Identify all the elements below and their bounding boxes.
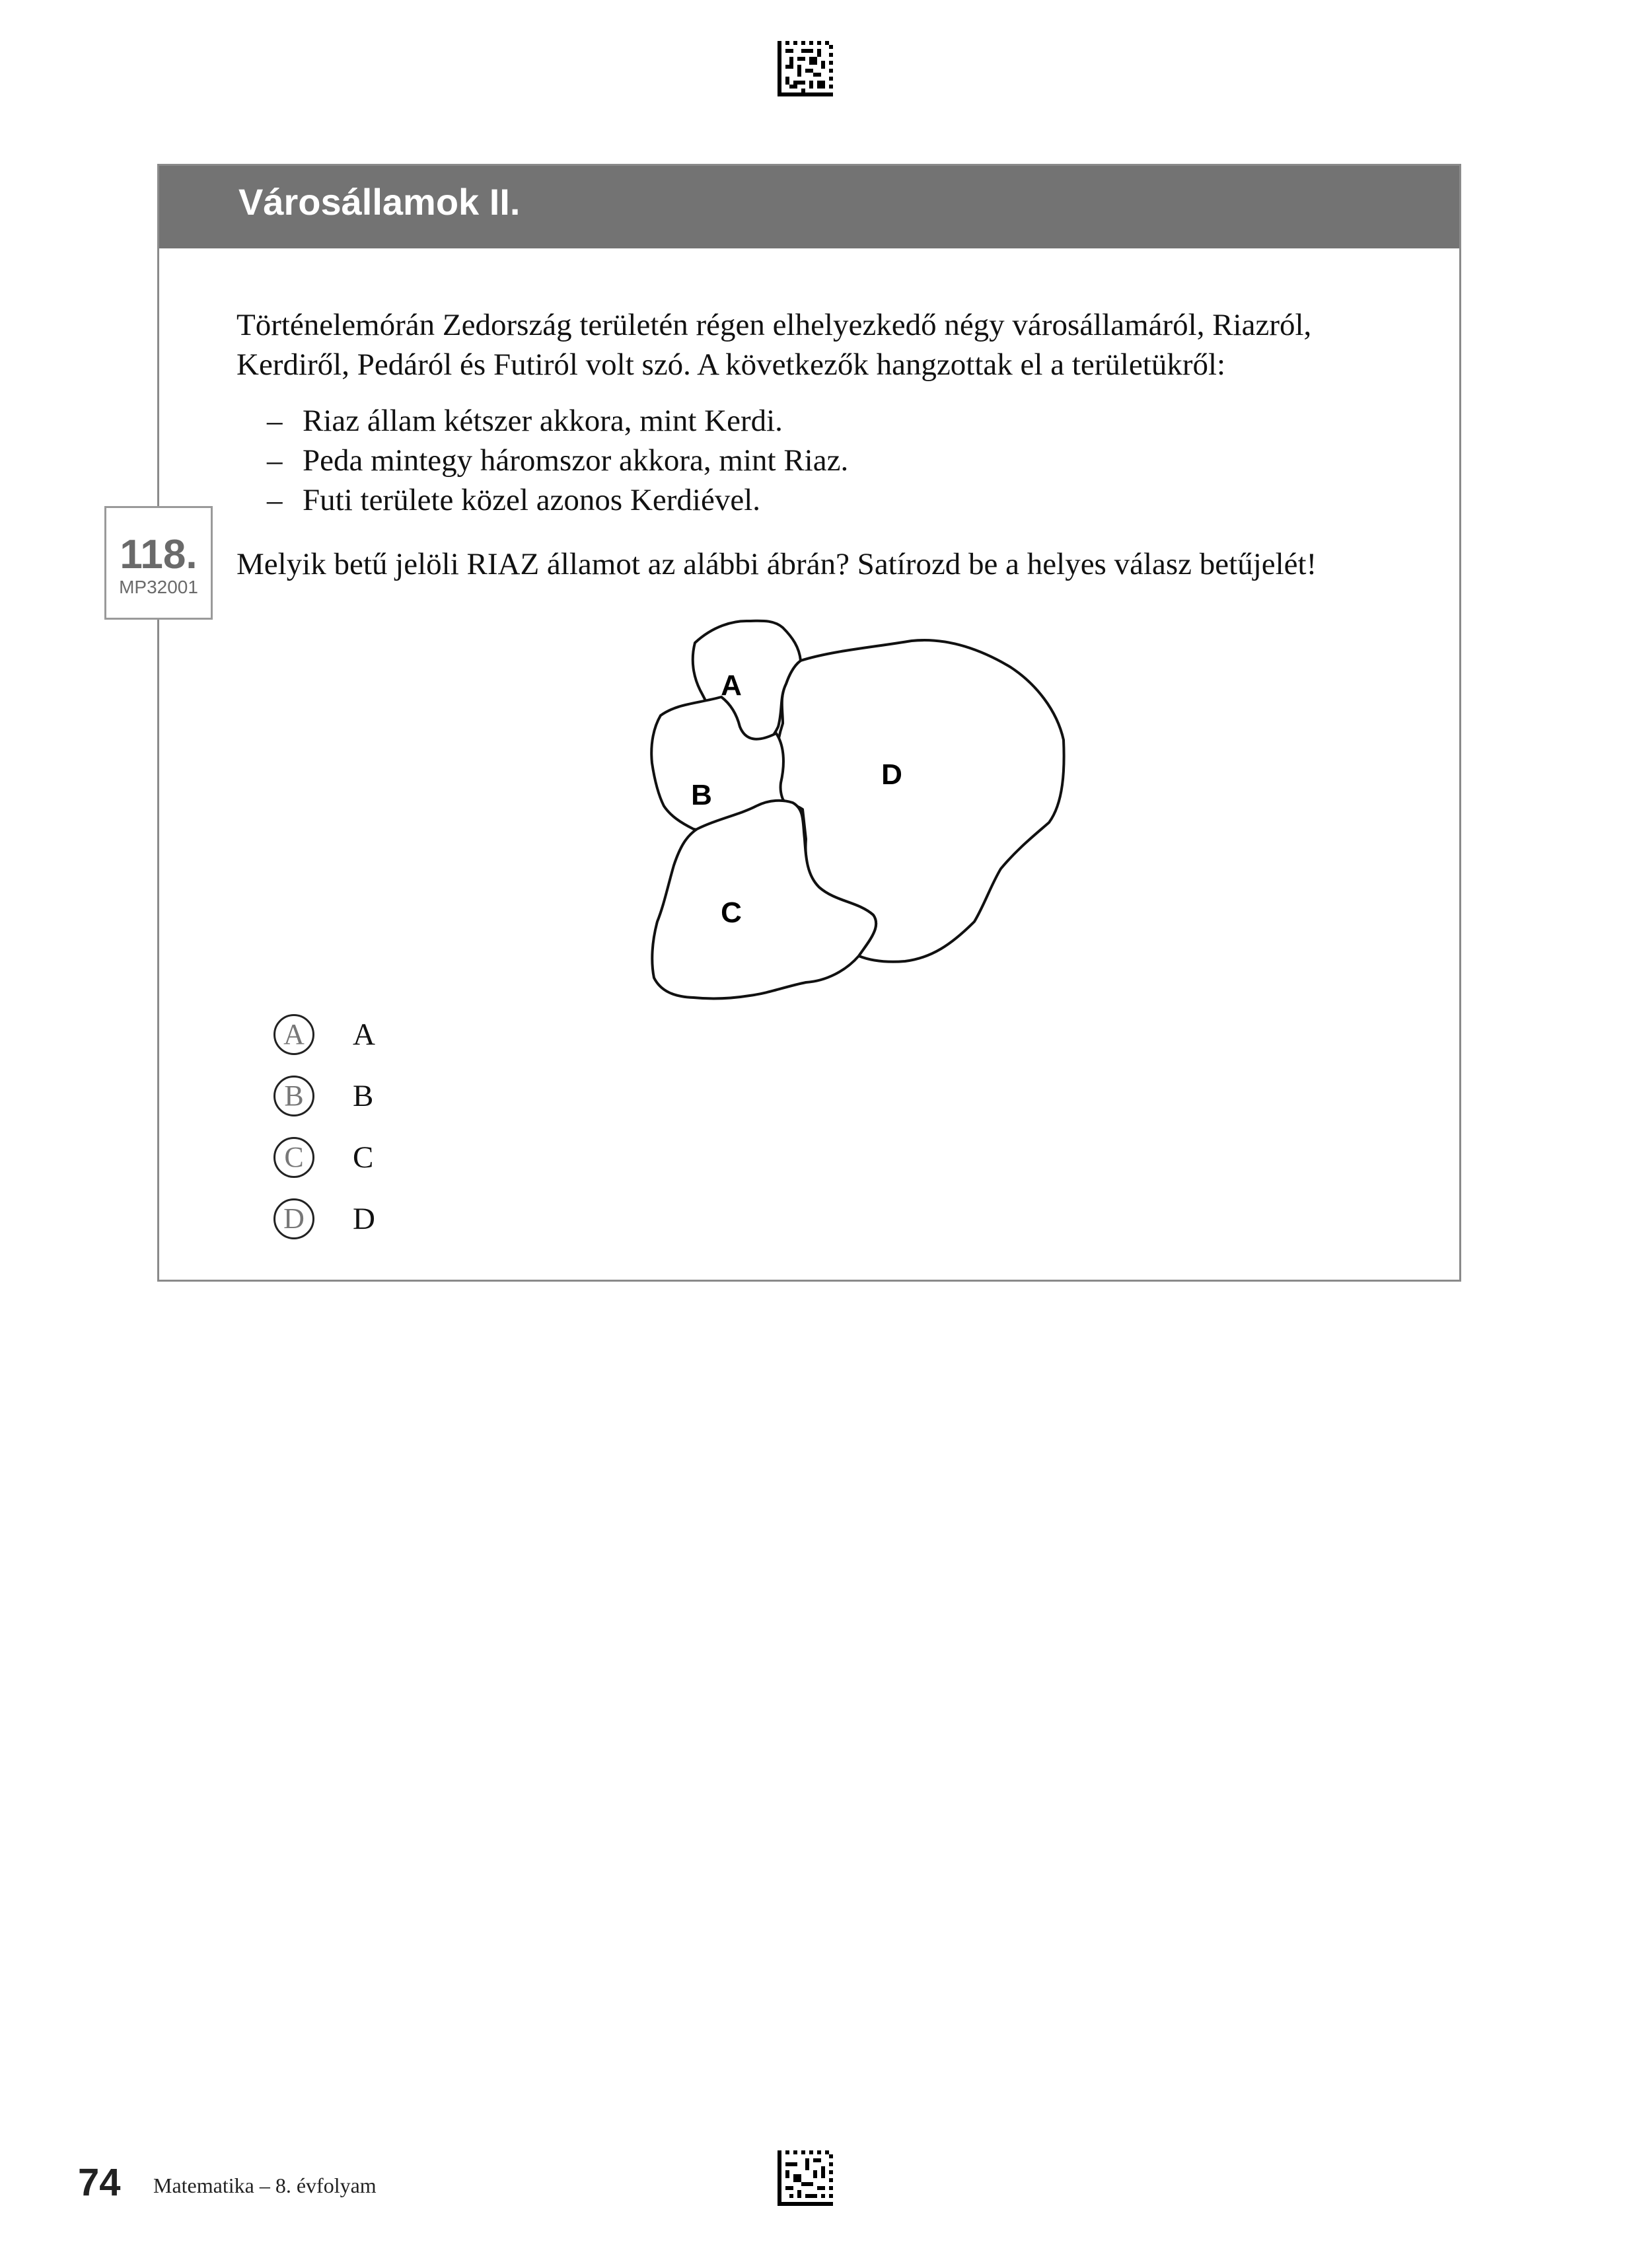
answer-option-c[interactable] [273,1137,445,1198]
map-label-c: C [721,896,742,929]
answer-circle-b[interactable]: B [273,1076,314,1116]
bullet-dash: – [267,443,283,478]
answer-label-c: C [353,1140,374,1175]
answer-circle-a[interactable]: A [273,1014,314,1055]
page-number: 74 [78,2161,121,2204]
footer-subject: Matematika – 8. évfolyam [153,2174,377,2197]
answer-option-b[interactable] [273,1076,445,1137]
statement-text: Futi területe közel azonos Kerdiével. [303,483,760,517]
datamatrix-code-bottom [778,2150,833,2206]
answer-options [273,1014,445,1260]
answer-option-d[interactable] [273,1198,445,1260]
map-label-d: D [881,758,902,791]
task-title: Városállamok II. [238,181,521,223]
bullet-dash: – [267,483,283,517]
intro-text: Történelemórán Zedország területén régen elhelyezkedő négy városállamáról, Riazról, Kerdiről, Pedáról és Futiról volt szó. A következők hangzottak el a területükről: [236,308,1312,382]
bullet-dash: – [267,404,283,438]
answer-option-a[interactable] [273,1014,445,1076]
answer-label-d: D [353,1202,375,1236]
city-states-map [634,604,1070,1014]
statement-item [267,480,848,520]
statement-item [267,401,848,441]
task-number-box [104,506,213,620]
task-header [159,166,1459,248]
task-number: 118. [120,532,198,577]
statement-text: Riaz állam kétszer akkora, mint Kerdi. [303,404,783,438]
statement-list [267,401,848,520]
answer-label-a: A [353,1017,375,1052]
map-label-a: A [721,669,742,702]
datamatrix-code-top [778,41,833,96]
answer-circle-c[interactable]: C [273,1137,314,1178]
statement-item [267,441,848,480]
map-label-b: B [691,779,712,811]
question-text: Melyik betű jelöli RIAZ államot az alábbi ábrán? Satírozd be a helyes válasz betűjelét! [236,547,1317,581]
answer-label-b: B [353,1079,374,1113]
statement-text: Peda mintegy háromszor akkora, mint Riaz. [303,443,849,478]
answer-circle-d[interactable]: D [273,1198,314,1239]
task-code: MP32001 [119,577,198,597]
